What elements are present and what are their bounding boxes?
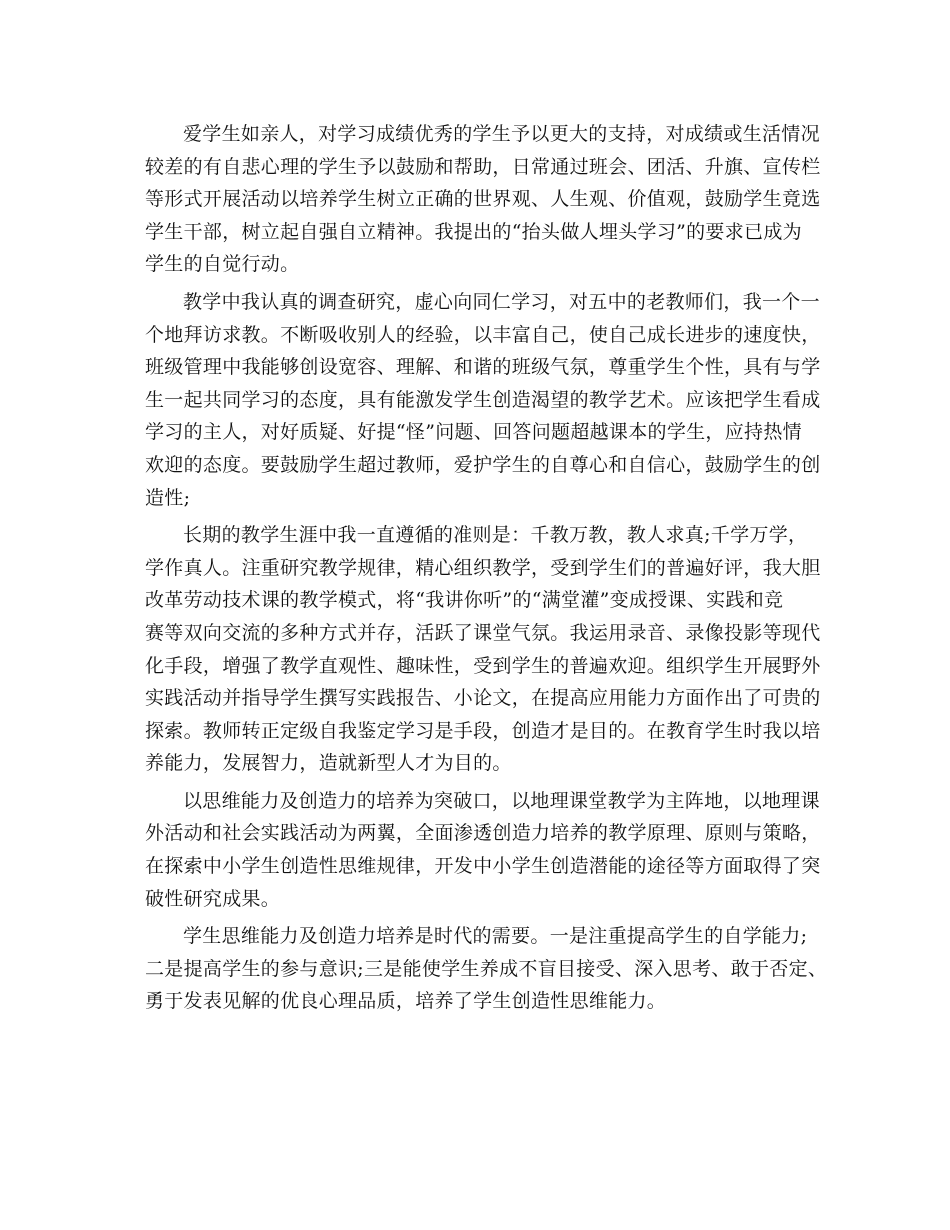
text-line: 改革劳动技术课的教学模式，将“我讲你听”的“满堂灌”变成授课、实践和竞 bbox=[145, 589, 784, 612]
paragraph-1 bbox=[145, 118, 821, 281]
text-line: 赛等双向交流的多种方式并存，活跃了课堂气氛。我运用录音、录像投影等现代 bbox=[145, 621, 821, 644]
text-line: 学作真人。注重研究教学规律，精心组织教学，受到学生们的普遍好评，我大胆 bbox=[145, 556, 821, 579]
text-line: 外活动和社会实践活动为两翼，全面渗透创造力培养的教学原理、原则与策略， bbox=[145, 822, 821, 845]
paragraph-4 bbox=[145, 785, 821, 915]
text-line: 实践活动并指导学生撰写实践报告、小论文，在提高应用能力方面作出了可贵的 bbox=[145, 687, 821, 710]
text-line: 养能力，发展智力，造就新型人才为目的。 bbox=[145, 752, 512, 775]
text-line: 以思维能力及创造力的培养为突破口，以地理课堂教学为主阵地，以地理课 bbox=[183, 789, 820, 812]
text-line: 勇于发表见解的优良心理品质，培养了学生创造性思维能力。 bbox=[145, 990, 667, 1013]
text-line: 二是提高学生的参与意识;三是能使学生养成不盲目接受、深入思考、敢于否定、 bbox=[145, 957, 828, 980]
paragraph-2 bbox=[145, 286, 821, 514]
document-body bbox=[145, 118, 828, 1023]
text-line: 长期的教学生涯中我一直遵循的准则是：千教万教，教人求真;千学万学， bbox=[183, 524, 808, 547]
text-line: 学习的主人，对好质疑、好提“怪”问题、回答问题超越课本的学生，应持热情 bbox=[145, 421, 802, 444]
text-line: 在探索中小学生创造性思维规律，开发中小学生创造潜能的途径等方面取得了突 bbox=[145, 855, 821, 878]
text-line: 生一起共同学习的态度，具有能激发学生创造渴望的教学艺术。应该把学生看成 bbox=[145, 388, 821, 411]
text-line: 化手段，增强了教学直观性、趣味性，受到学生的普遍欢迎。组织学生开展野外 bbox=[145, 654, 821, 677]
text-line: 学生干部，树立起自强自立精神。我提出的“抬头做人埋头学习”的要求已成为 bbox=[145, 220, 802, 243]
paragraph-3 bbox=[145, 519, 821, 780]
paragraph-5 bbox=[145, 920, 828, 1018]
text-line: 教学中我认真的调查研究，虚心向同仁学习，对五中的老教师们，我一个一 bbox=[183, 290, 820, 313]
text-line: 班级管理中我能够创设宽容、理解、和谐的班级气氛，尊重学生个性，具有与学 bbox=[145, 356, 821, 379]
text-line: 造性; bbox=[145, 486, 191, 509]
text-line: 个地拜访求教。不断吸收别人的经验，以丰富自己，使自己成长进步的速度快， bbox=[145, 323, 821, 346]
text-line: 探索。教师转正定级自我鉴定学习是手段，创造才是目的。在教育学生时我以培 bbox=[145, 719, 821, 742]
text-line: 学生的自觉行动。 bbox=[145, 253, 300, 276]
text-line: 较差的有自悲心理的学生予以鼓励和帮助，日常通过班会、团活、升旗、宣传栏 bbox=[145, 155, 821, 178]
text-line: 等形式开展活动以培养学生树立正确的世界观、人生观、价值观，鼓励学生竟选 bbox=[145, 188, 821, 211]
text-line: 学生思维能力及创造力培养是时代的需要。一是注重提高学生的自学能力; bbox=[183, 925, 808, 948]
text-line: 爱学生如亲人，对学习成绩优秀的学生予以更大的支持，对成绩或生活情况 bbox=[183, 123, 820, 145]
text-line: 欢迎的态度。要鼓励学生超过教师，爱护学生的自尊心和自信心，鼓励学生的创 bbox=[145, 453, 821, 476]
text-line: 破性研究成果。 bbox=[145, 887, 281, 910]
